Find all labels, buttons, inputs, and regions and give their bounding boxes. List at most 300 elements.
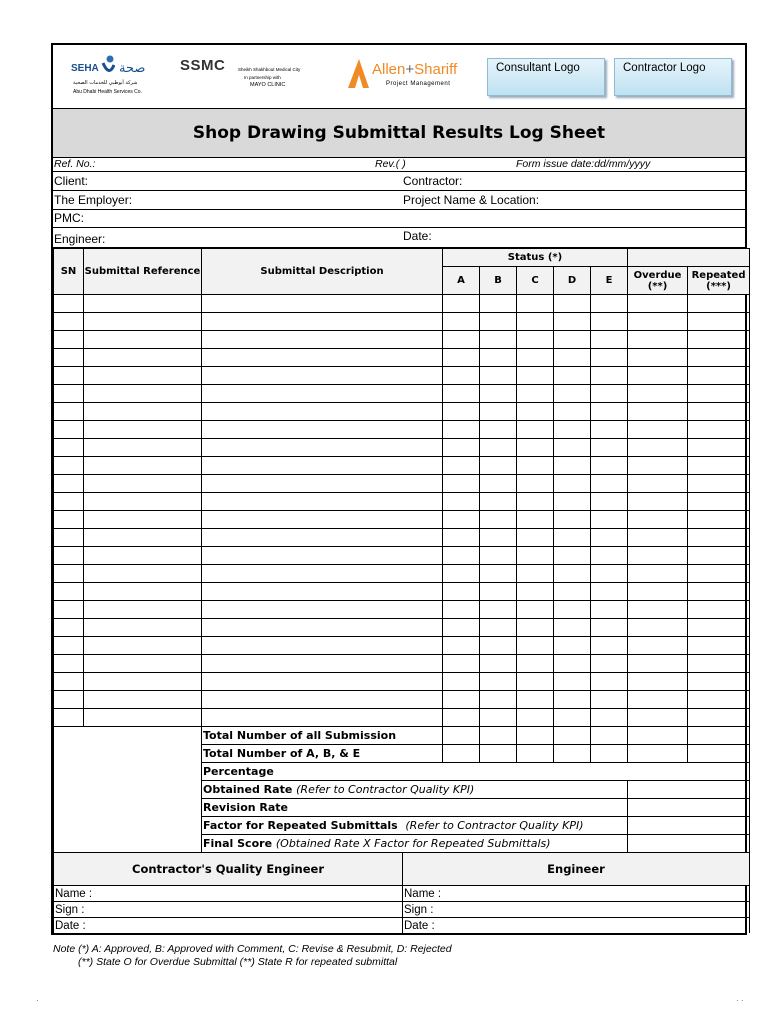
entry-cell[interactable] xyxy=(554,529,591,547)
entry-cell[interactable] xyxy=(84,619,202,637)
entry-cell[interactable] xyxy=(84,655,202,673)
entry-cell[interactable] xyxy=(591,421,628,439)
summary-cell[interactable] xyxy=(591,727,628,745)
entry-cell[interactable] xyxy=(54,493,84,511)
entry-cell[interactable] xyxy=(443,601,480,619)
entry-cell[interactable] xyxy=(480,331,517,349)
entry-cell[interactable] xyxy=(202,313,443,331)
entry-cell[interactable] xyxy=(84,367,202,385)
entry-cell[interactable] xyxy=(202,367,443,385)
entry-cell[interactable] xyxy=(84,475,202,493)
entry-cell[interactable] xyxy=(591,691,628,709)
entry-cell[interactable] xyxy=(443,295,480,313)
entry-cell[interactable] xyxy=(54,511,84,529)
entry-cell[interactable] xyxy=(517,547,554,565)
entry-cell[interactable] xyxy=(202,619,443,637)
entry-cell[interactable] xyxy=(517,475,554,493)
entry-cell[interactable] xyxy=(554,691,591,709)
revision-rate-label: Revision Rate xyxy=(202,799,628,817)
contractor-date-field[interactable]: Date : xyxy=(54,918,403,934)
table-row xyxy=(54,385,750,403)
entry-cell[interactable] xyxy=(554,385,591,403)
entry-cell[interactable] xyxy=(443,439,480,457)
entry-cell[interactable] xyxy=(480,367,517,385)
date-label: Date: xyxy=(403,229,432,243)
entry-cell[interactable] xyxy=(591,295,628,313)
entry-cell[interactable] xyxy=(84,331,202,349)
summary-cell[interactable] xyxy=(517,745,554,763)
entry-cell[interactable] xyxy=(84,439,202,457)
total-all-label: Total Number of all Submission xyxy=(202,727,443,745)
entry-cell[interactable] xyxy=(443,421,480,439)
entry-cell[interactable] xyxy=(628,331,688,349)
entry-cell[interactable] xyxy=(443,313,480,331)
entry-cell[interactable] xyxy=(688,583,750,601)
entry-cell[interactable] xyxy=(84,421,202,439)
entry-cell[interactable] xyxy=(480,403,517,421)
entry-cell[interactable] xyxy=(443,511,480,529)
entry-cell[interactable] xyxy=(443,619,480,637)
entry-cell[interactable] xyxy=(688,421,750,439)
entry-cell[interactable] xyxy=(517,385,554,403)
entry-cell[interactable] xyxy=(591,313,628,331)
entry-cell[interactable] xyxy=(443,583,480,601)
entry-cell[interactable] xyxy=(591,457,628,475)
entry-cell[interactable] xyxy=(628,709,688,727)
contractor-sign-field[interactable]: Sign : xyxy=(54,902,403,918)
summary-cell[interactable] xyxy=(628,745,688,763)
entry-cell[interactable] xyxy=(443,529,480,547)
entry-cell[interactable] xyxy=(517,565,554,583)
entry-cell[interactable] xyxy=(688,511,750,529)
entry-cell[interactable] xyxy=(480,493,517,511)
percentage-value[interactable] xyxy=(628,763,750,781)
entry-cell[interactable] xyxy=(554,295,591,313)
summary-cell[interactable] xyxy=(628,727,688,745)
entry-cell[interactable] xyxy=(628,655,688,673)
entry-cell[interactable] xyxy=(480,511,517,529)
entry-cell[interactable] xyxy=(202,655,443,673)
final-score-label: Final Score (Obtained Rate X Factor for Repeated Submittals) xyxy=(202,835,628,853)
ref-no-label: Ref. No.: xyxy=(54,158,96,170)
entry-cell[interactable] xyxy=(688,439,750,457)
entry-cell[interactable] xyxy=(591,637,628,655)
entry-cell[interactable] xyxy=(591,475,628,493)
entry-cell[interactable] xyxy=(480,565,517,583)
entry-cell[interactable] xyxy=(54,475,84,493)
entry-cell[interactable] xyxy=(443,403,480,421)
entry-cell[interactable] xyxy=(54,709,84,727)
entry-cell[interactable] xyxy=(84,511,202,529)
log-sheet xyxy=(51,43,747,935)
table-row xyxy=(54,511,750,529)
note-line-2: (**) State O for Overdue Submittal (**) State R for repeated submittal xyxy=(78,956,398,968)
entry-cell[interactable] xyxy=(84,313,202,331)
entry-cell[interactable] xyxy=(84,403,202,421)
entry-cell[interactable] xyxy=(591,439,628,457)
entry-cell[interactable] xyxy=(54,673,84,691)
allen-shariff-logo: Allen+Shariff Project Management xyxy=(346,57,471,93)
entry-cell[interactable] xyxy=(517,349,554,367)
entry-cell[interactable] xyxy=(591,349,628,367)
entry-cell[interactable] xyxy=(202,295,443,313)
entry-cell[interactable] xyxy=(591,673,628,691)
final-score-value[interactable] xyxy=(628,835,750,853)
entry-cell[interactable] xyxy=(517,421,554,439)
entry-cell[interactable] xyxy=(54,601,84,619)
entry-cell[interactable] xyxy=(517,511,554,529)
entry-cell[interactable] xyxy=(480,385,517,403)
entry-cell[interactable] xyxy=(628,457,688,475)
summary-cell[interactable] xyxy=(591,745,628,763)
entry-cell[interactable] xyxy=(443,349,480,367)
percentage-label: Percentage xyxy=(202,763,628,781)
entry-cell[interactable] xyxy=(480,421,517,439)
table-row xyxy=(54,475,750,493)
entry-cell[interactable] xyxy=(54,313,84,331)
entry-cell[interactable] xyxy=(554,439,591,457)
entry-cell[interactable] xyxy=(517,619,554,637)
obtained-rate-value[interactable] xyxy=(628,781,750,799)
entry-cell[interactable] xyxy=(628,313,688,331)
entry-cell[interactable] xyxy=(54,385,84,403)
entry-cell[interactable] xyxy=(84,385,202,403)
entry-cell[interactable] xyxy=(202,547,443,565)
entry-cell[interactable] xyxy=(591,583,628,601)
entry-cell[interactable] xyxy=(480,601,517,619)
employer-label: The Employer: xyxy=(54,193,133,207)
entry-cell[interactable] xyxy=(480,619,517,637)
entry-cell[interactable] xyxy=(202,349,443,367)
entry-cell[interactable] xyxy=(202,673,443,691)
entry-cell[interactable] xyxy=(591,565,628,583)
entry-cell[interactable] xyxy=(84,457,202,475)
entry-cell[interactable] xyxy=(554,619,591,637)
entry-cell[interactable] xyxy=(443,475,480,493)
entry-cell[interactable] xyxy=(688,637,750,655)
entry-cell[interactable] xyxy=(591,367,628,385)
entry-cell[interactable] xyxy=(688,619,750,637)
entry-cell[interactable] xyxy=(517,457,554,475)
entry-cell[interactable] xyxy=(688,673,750,691)
entry-cell[interactable] xyxy=(688,475,750,493)
entry-cell[interactable] xyxy=(688,529,750,547)
entry-cell[interactable] xyxy=(628,439,688,457)
entry-cell[interactable] xyxy=(84,691,202,709)
entry-cell[interactable] xyxy=(591,385,628,403)
entry-cell[interactable] xyxy=(84,673,202,691)
status-c-header: C xyxy=(517,267,554,295)
entry-cell[interactable] xyxy=(628,547,688,565)
summary-cell[interactable] xyxy=(480,727,517,745)
entry-cell[interactable] xyxy=(54,349,84,367)
entry-cell[interactable] xyxy=(443,691,480,709)
summary-cell[interactable] xyxy=(554,727,591,745)
entry-cell[interactable] xyxy=(554,331,591,349)
entry-cell[interactable] xyxy=(443,565,480,583)
entry-cell[interactable] xyxy=(202,493,443,511)
entry-cell[interactable] xyxy=(443,493,480,511)
engineer-label: Engineer: xyxy=(54,232,106,246)
entry-cell[interactable] xyxy=(202,691,443,709)
entry-cell[interactable] xyxy=(480,583,517,601)
entry-cell[interactable] xyxy=(517,583,554,601)
entry-cell[interactable] xyxy=(688,547,750,565)
entry-cell[interactable] xyxy=(688,709,750,727)
entry-cell[interactable] xyxy=(628,691,688,709)
entry-cell[interactable] xyxy=(554,511,591,529)
entry-cell[interactable] xyxy=(84,637,202,655)
entry-cell[interactable] xyxy=(628,529,688,547)
entry-cell[interactable] xyxy=(480,295,517,313)
summary-cell[interactable] xyxy=(517,727,554,745)
entry-cell[interactable] xyxy=(517,529,554,547)
entry-cell[interactable] xyxy=(688,655,750,673)
entry-cell[interactable] xyxy=(443,385,480,403)
entry-cell[interactable] xyxy=(517,439,554,457)
entry-cell[interactable] xyxy=(591,601,628,619)
entry-cell[interactable] xyxy=(54,655,84,673)
entry-cell[interactable] xyxy=(517,331,554,349)
entry-cell[interactable] xyxy=(202,565,443,583)
entry-cell[interactable] xyxy=(54,619,84,637)
status-a-header: A xyxy=(443,267,480,295)
entry-cell[interactable] xyxy=(54,439,84,457)
entry-cell[interactable] xyxy=(202,457,443,475)
entry-cell[interactable] xyxy=(202,385,443,403)
entry-cell[interactable] xyxy=(591,511,628,529)
entry-cell[interactable] xyxy=(480,349,517,367)
entry-cell[interactable] xyxy=(688,565,750,583)
entry-cell[interactable] xyxy=(628,511,688,529)
engineer-sign-field[interactable]: Sign : xyxy=(403,902,750,918)
entry-cell[interactable] xyxy=(84,601,202,619)
entry-cell[interactable] xyxy=(443,637,480,655)
entry-cell[interactable] xyxy=(554,367,591,385)
entry-cell[interactable] xyxy=(443,457,480,475)
factor-repeated-value[interactable] xyxy=(628,817,750,835)
summary-cell[interactable] xyxy=(480,745,517,763)
entry-cell[interactable] xyxy=(591,493,628,511)
entry-cell[interactable] xyxy=(54,457,84,475)
entry-cell[interactable] xyxy=(202,529,443,547)
summary-cell[interactable] xyxy=(554,745,591,763)
entry-cell[interactable] xyxy=(443,331,480,349)
entry-cell[interactable] xyxy=(554,637,591,655)
form-issue-date-label: Form issue date:dd/mm/yyyy xyxy=(516,158,651,170)
entry-cell[interactable] xyxy=(517,709,554,727)
entry-cell[interactable] xyxy=(202,421,443,439)
entry-cell[interactable] xyxy=(54,331,84,349)
entry-cell[interactable] xyxy=(84,529,202,547)
entry-cell[interactable] xyxy=(480,529,517,547)
entry-cell[interactable] xyxy=(591,655,628,673)
entry-cell[interactable] xyxy=(202,331,443,349)
entry-cell[interactable] xyxy=(84,583,202,601)
entry-cell[interactable] xyxy=(688,349,750,367)
entry-cell[interactable] xyxy=(517,673,554,691)
entry-cell[interactable] xyxy=(443,673,480,691)
entry-cell[interactable] xyxy=(443,655,480,673)
entry-cell[interactable] xyxy=(554,655,591,673)
entry-cell[interactable] xyxy=(480,691,517,709)
entry-cell[interactable] xyxy=(480,655,517,673)
entry-cell[interactable] xyxy=(84,295,202,313)
entry-cell[interactable] xyxy=(84,709,202,727)
table-row xyxy=(54,439,750,457)
entry-cell[interactable] xyxy=(628,385,688,403)
entry-cell[interactable] xyxy=(554,349,591,367)
entry-cell[interactable] xyxy=(628,619,688,637)
client-label: Client: xyxy=(54,174,89,188)
entry-cell[interactable] xyxy=(554,673,591,691)
entry-cell[interactable] xyxy=(591,709,628,727)
entry-cell[interactable] xyxy=(480,457,517,475)
entry-cell[interactable] xyxy=(688,295,750,313)
status-e-header: E xyxy=(591,267,628,295)
contractor-name-field[interactable]: Name : xyxy=(54,886,403,902)
entry-cell[interactable] xyxy=(591,403,628,421)
entry-cell[interactable] xyxy=(202,709,443,727)
entry-cell[interactable] xyxy=(688,493,750,511)
entry-cell[interactable] xyxy=(591,547,628,565)
entry-cell[interactable] xyxy=(688,601,750,619)
entry-cell[interactable] xyxy=(84,349,202,367)
table-row xyxy=(54,403,750,421)
entry-cell[interactable] xyxy=(517,295,554,313)
pmc-label: PMC: xyxy=(54,211,84,225)
entry-cell[interactable] xyxy=(628,601,688,619)
obtained-rate-label: Obtained Rate (Refer to Contractor Quality KPI) xyxy=(202,781,628,799)
entry-cell[interactable] xyxy=(517,313,554,331)
entry-cell[interactable] xyxy=(202,601,443,619)
entry-cell[interactable] xyxy=(84,493,202,511)
entry-cell[interactable] xyxy=(628,349,688,367)
entry-cell[interactable] xyxy=(688,691,750,709)
entry-cell[interactable] xyxy=(202,475,443,493)
entry-cell[interactable] xyxy=(54,421,84,439)
entry-cell[interactable] xyxy=(591,529,628,547)
total-abe-label: Total Number of A, B, & E xyxy=(202,745,443,763)
engineer-name-field[interactable]: Name : xyxy=(403,886,750,902)
logo-header xyxy=(53,45,745,109)
entry-cell[interactable] xyxy=(554,547,591,565)
summary-cell[interactable] xyxy=(688,727,750,745)
entry-cell[interactable] xyxy=(591,619,628,637)
entry-cell[interactable] xyxy=(628,493,688,511)
entry-cell[interactable] xyxy=(54,547,84,565)
entry-cell[interactable] xyxy=(628,637,688,655)
entry-cell[interactable] xyxy=(517,367,554,385)
engineer-date-field[interactable]: Date : xyxy=(403,918,750,934)
entry-cell[interactable] xyxy=(554,403,591,421)
engineer-header: Engineer xyxy=(403,853,750,886)
entry-cell[interactable] xyxy=(628,565,688,583)
rev-label: Rev.( ) xyxy=(375,158,406,170)
entry-cell[interactable] xyxy=(517,655,554,673)
seha-logo: SEHA صحة شركة أبوظبي للخدمات الصحية Abu Dhabi Health Services Co. xyxy=(69,55,149,103)
entry-cell[interactable] xyxy=(628,673,688,691)
entry-cell[interactable] xyxy=(688,385,750,403)
entry-cell[interactable] xyxy=(554,601,591,619)
entry-cell[interactable] xyxy=(554,457,591,475)
entry-cell[interactable] xyxy=(688,457,750,475)
table-row xyxy=(54,673,750,691)
entry-cell[interactable] xyxy=(202,403,443,421)
contractor-quality-engineer-header: Contractor's Quality Engineer xyxy=(54,853,403,886)
entry-cell[interactable] xyxy=(628,421,688,439)
entry-cell[interactable] xyxy=(54,367,84,385)
entry-cell[interactable] xyxy=(443,547,480,565)
entry-cell[interactable] xyxy=(554,565,591,583)
entry-cell[interactable] xyxy=(554,709,591,727)
entry-cell[interactable] xyxy=(54,565,84,583)
entry-cell[interactable] xyxy=(443,367,480,385)
entry-cell[interactable] xyxy=(554,313,591,331)
entry-cell[interactable] xyxy=(517,403,554,421)
entry-cell[interactable] xyxy=(480,475,517,493)
entry-cell[interactable] xyxy=(480,637,517,655)
summary-cell[interactable] xyxy=(443,745,480,763)
entry-cell[interactable] xyxy=(688,403,750,421)
sn-header: SN xyxy=(54,249,84,295)
entry-cell[interactable] xyxy=(628,295,688,313)
entry-cell[interactable] xyxy=(628,367,688,385)
entry-cell[interactable] xyxy=(54,403,84,421)
entry-cell[interactable] xyxy=(54,295,84,313)
entry-cell[interactable] xyxy=(517,601,554,619)
entry-cell[interactable] xyxy=(54,637,84,655)
entry-cell[interactable] xyxy=(84,565,202,583)
entry-cell[interactable] xyxy=(628,583,688,601)
entry-cell[interactable] xyxy=(688,331,750,349)
entry-cell[interactable] xyxy=(84,547,202,565)
entry-cell[interactable] xyxy=(480,709,517,727)
entry-cell[interactable] xyxy=(554,421,591,439)
entry-cell[interactable] xyxy=(202,637,443,655)
entry-cell[interactable] xyxy=(480,313,517,331)
entry-cell[interactable] xyxy=(480,673,517,691)
entry-cell[interactable] xyxy=(517,493,554,511)
entry-cell[interactable] xyxy=(554,493,591,511)
entry-cell[interactable] xyxy=(628,403,688,421)
entry-cell[interactable] xyxy=(202,583,443,601)
entry-cell[interactable] xyxy=(202,439,443,457)
entry-cell[interactable] xyxy=(54,583,84,601)
entry-cell[interactable] xyxy=(54,529,84,547)
client-row xyxy=(53,172,745,191)
entry-cell[interactable] xyxy=(517,691,554,709)
entry-cell[interactable] xyxy=(591,331,628,349)
revision-rate-value[interactable] xyxy=(628,799,750,817)
repeated-header: Repeated (***) xyxy=(688,267,750,295)
summary-cell[interactable] xyxy=(443,727,480,745)
entry-cell[interactable] xyxy=(480,439,517,457)
entry-cell[interactable] xyxy=(628,475,688,493)
table-row xyxy=(54,331,750,349)
entry-cell[interactable] xyxy=(554,475,591,493)
entry-cell[interactable] xyxy=(688,313,750,331)
summary-cell[interactable] xyxy=(688,745,750,763)
entry-cell[interactable] xyxy=(480,547,517,565)
entry-cell[interactable] xyxy=(54,691,84,709)
entry-cell[interactable] xyxy=(688,367,750,385)
entry-cell[interactable] xyxy=(443,709,480,727)
entry-cell[interactable] xyxy=(517,637,554,655)
page-corner-mark: · xyxy=(36,996,39,1005)
entry-cell[interactable] xyxy=(202,511,443,529)
entry-cell[interactable] xyxy=(554,583,591,601)
